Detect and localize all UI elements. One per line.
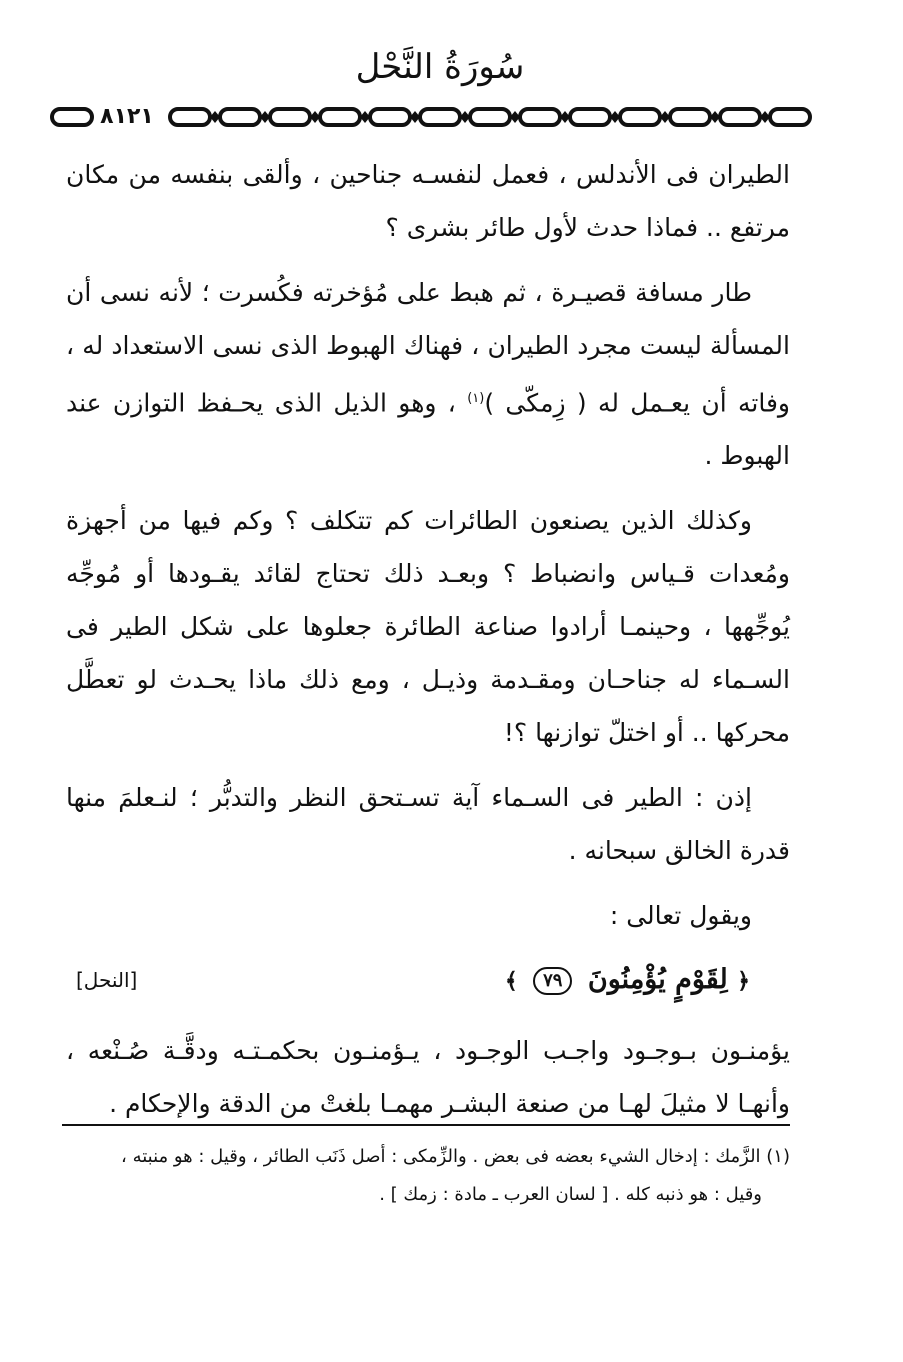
verse-source: [النحل] bbox=[76, 968, 138, 993]
verse-text: لِقَوْمٍ يُؤْمِنُونَ bbox=[587, 964, 728, 996]
paragraph: إذن : الطير فى السـماء آية تسـتحق النظر والتدبُّر ؛ لنـعلمَ منها قدرة الخالق سبحانه . bbox=[66, 783, 790, 866]
footnote-line: وقيل : هو ذنبه كله . [ لسان العرب ـ مادة : زمك ] . bbox=[379, 1184, 762, 1205]
chain-ornament bbox=[48, 100, 818, 134]
footnote-ref[interactable]: (١) bbox=[467, 391, 485, 406]
verse-open-bracket: ﴿ bbox=[737, 968, 750, 995]
ayah-number: ٧٩ bbox=[533, 967, 572, 995]
footnote-divider bbox=[62, 1124, 790, 1126]
quran-verse bbox=[505, 950, 750, 1011]
verse-intro: ويقول تعالى : bbox=[609, 901, 752, 931]
paragraph: وكذلك الذين يصنعون الطائرات كم تتكلف ؟ وكم فيها من أجهزة ومُعدات قـياس وانضباط ؟ وبعـد ذلك تحتاج لقائد يقـودها أو مُوجِّه يُوجِّهها ، وحينمـا أرادوا صناعة الطائرة جعلوها على شكل الطير فى السـماء له جناحـان ومقـدمة وذيـل ، ومع ذلك ماذا يحـدث لو تعطَّل محركها .. أو اختلّ توازنها ؟! bbox=[66, 506, 790, 748]
footnotes bbox=[66, 1138, 790, 1214]
verse-close-bracket: ﴾ bbox=[504, 968, 518, 995]
page-number: ٨١٢١ bbox=[96, 100, 158, 134]
paragraph: الطيران فى الأندلس ، فعمل لنفسـه جناحين ، وألقى بنفسه من مكان مرتفع .. فماذا حدث لأول طائر بشرى ؟ bbox=[66, 160, 790, 242]
footnote-line: (١) الزَّمك : إدخال الشيء بعضه فى بعض . والزِّمكى : أصل ذَنَب الطائر ، وقيل : هو منبته ، bbox=[121, 1146, 790, 1167]
paragraph bbox=[66, 266, 790, 482]
body-text bbox=[66, 148, 790, 1142]
surah-title: سُورَةُ النَّحْل bbox=[355, 47, 525, 87]
verse-row bbox=[66, 950, 790, 1014]
paragraph-text: ، وهو الذيل الذى يحـفظ التوازن عند الهبوط . bbox=[66, 388, 790, 471]
paragraph: يؤمنـون بـوجـود واجـب الوجـود ، يـؤمنـون بحكمـتـه ودقَّـة صُـنْعه ، وأنهـا لا مثيلَ لهـا من صنعة البشـر مهمـا بلغتْ من الدقة والإحكام . bbox=[66, 1036, 790, 1119]
paragraph-text: طار مسافة قصيـرة ، ثم هبط على مُؤخرته فكُسرت ؛ لأنه نسى أن المسألة ليست مجرد الطيران ، فهناك الهبوط الذى نسى الاستعداد له ، وفاته أن يعـمل له ( زِمكّى ) bbox=[66, 278, 791, 418]
